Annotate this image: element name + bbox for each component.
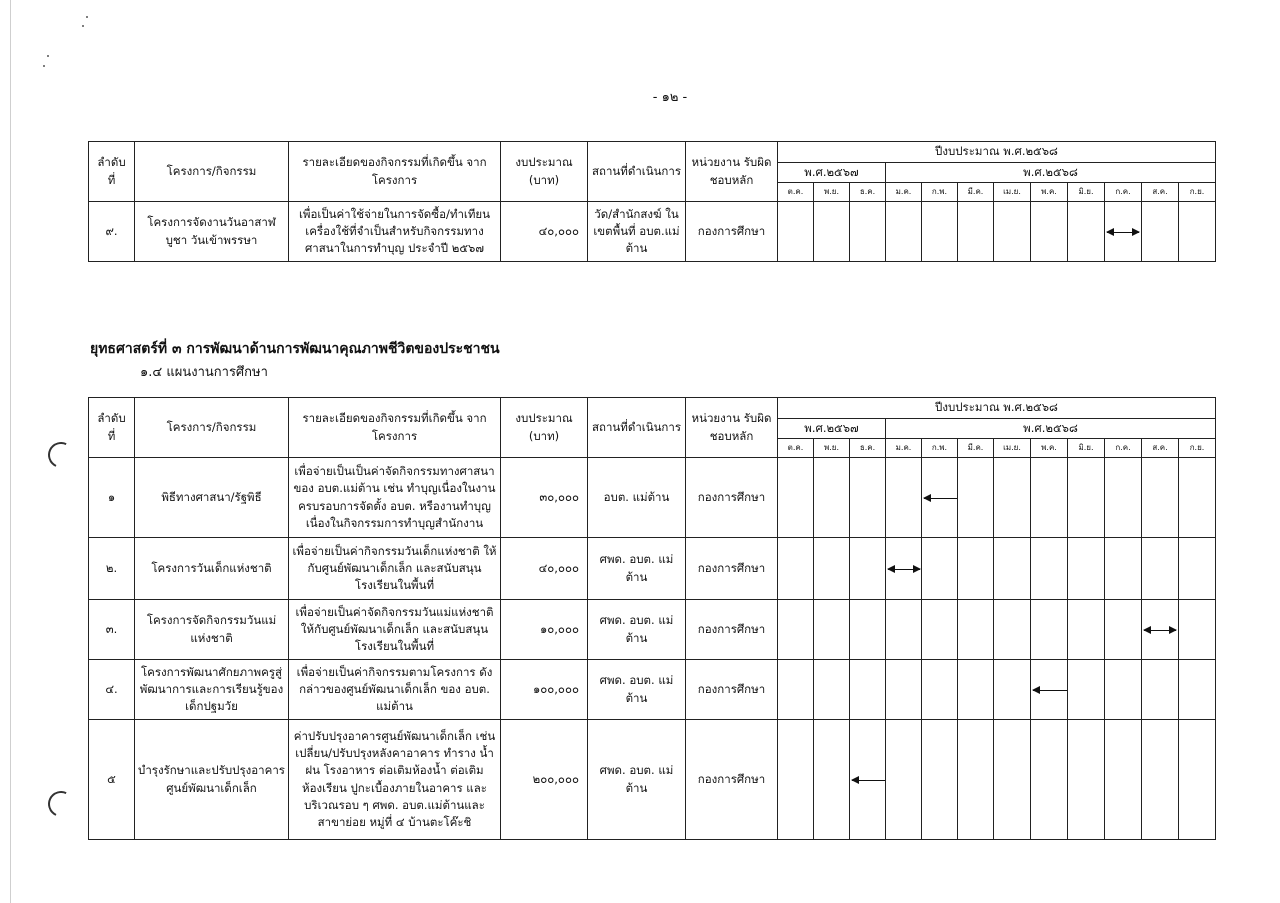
cell-no: ๔. [89,660,135,720]
cell-budget: ๓๐,๐๐๐ [501,458,588,538]
month-cell [1031,720,1068,840]
cell-responsible: กองการศึกษา [686,202,778,262]
month-cell [886,202,922,262]
month-cell [1105,458,1142,538]
header-month: ธ.ค. [850,439,886,458]
header-year-b: พ.ศ.๒๕๖๘ [886,419,1216,439]
header-month: มิ.ย. [1068,183,1105,202]
month-cell [886,458,922,538]
month-cell [1068,202,1105,262]
month-cell [1142,538,1179,600]
month-cell [994,660,1031,720]
month-cell [1105,720,1142,840]
header-month: ธ.ค. [850,183,886,202]
cell-location: ศพด. อบต. แม่ต้าน [588,600,686,660]
month-cell [850,458,886,538]
month-cell [1105,202,1142,262]
cell-detail: เพื่อจ่ายเป็นเป็นค่าจัดกิจกรรมทางศาสนา ของ อบต.แม่ต้าน เช่น ทำบุญเนื่องในงาน ครบรอบการจัดตั้ง อบต. หรืองานทำบุญ เนื่องในกิจกรรมการทำบุญสำนักงาน [289,458,501,538]
cell-location: ศพด. อบต. แม่ต้าน [588,660,686,720]
schedule-arrow [852,780,886,781]
header-month: พ.ย. [814,439,850,458]
header-month: เม.ย. [994,183,1031,202]
header-fiscal-year: ปีงบประมาณ พ.ศ.๒๕๖๘ [778,398,1216,419]
header-detail: รายละเอียดของกิจกรรมที่เกิดขึ้น จากโครงการ [289,142,501,202]
month-cell [1142,720,1179,840]
cell-location: ศพด. อบต. แม่ต้าน [588,538,686,600]
header-month: ก.ค. [1105,439,1142,458]
month-cell [778,600,814,660]
month-cell [1068,660,1105,720]
month-cell [814,660,850,720]
month-cell [1068,600,1105,660]
month-cell [994,458,1031,538]
header-year-a: พ.ศ.๒๕๖๗ [778,163,886,183]
cell-responsible: กองการศึกษา [686,458,778,538]
cell-no: ๙. [89,202,135,262]
table-row [89,202,1216,262]
header-project: โครงการ/กิจกรรม [135,142,289,202]
month-cell [1179,720,1216,840]
month-cell [778,538,814,600]
header-no: ลำดับ ที่ [89,398,135,458]
month-cell [1142,600,1179,660]
strategy-title: ยุทธศาสตร์ที่ ๓ การพัฒนาด้านการพัฒนาคุณภาพชีวิตของประชาชน [90,341,500,357]
month-cell [1105,538,1142,600]
cell-location: อบต. แม่ต้าน [588,458,686,538]
schedule-arrow [1033,690,1068,691]
month-cell [958,600,994,660]
month-cell [994,202,1031,262]
cell-detail: เพื่อจ่ายเป็นค่ากิจกรรมวันเด็กแห่งชาติ ให้กับศูนย์พัฒนาเด็กเล็ก และสนับสนุน โรงเรียนในพื้นที่ [289,538,501,600]
schedule-arrow [888,569,920,570]
month-cell [1031,202,1068,262]
month-cell [886,600,922,660]
cell-location: ศพด. อบต. แม่ต้าน [588,720,686,840]
cell-no: ๕ [89,720,135,840]
header-month: พ.ย. [814,183,850,202]
month-cell [1142,202,1179,262]
month-cell [1179,660,1216,720]
cell-responsible: กองการศึกษา [686,600,778,660]
table-row [89,458,1216,538]
month-cell [1031,458,1068,538]
month-cell [814,202,850,262]
schedule-arrow [924,498,958,499]
month-cell [814,538,850,600]
month-cell [1105,600,1142,660]
month-cell [922,202,958,262]
scan-speck [86,16,88,18]
header-month: พ.ค. [1031,183,1068,202]
month-cell [778,660,814,720]
page-number: - ๑๒ - [652,90,688,105]
cell-project: โครงการวันเด็กแห่งชาติ [135,538,289,600]
cell-no: ๒. [89,538,135,600]
header-month: ม.ค. [886,439,922,458]
header-budget: งบประมาณ (บาท) [501,398,588,458]
plan-table-2 [88,397,1216,840]
header-month: มี.ค. [958,439,994,458]
month-cell [958,458,994,538]
header-month: ส.ค. [1142,439,1179,458]
header-month: มี.ค. [958,183,994,202]
month-cell [1142,458,1179,538]
cell-budget: ๔๐,๐๐๐ [501,202,588,262]
cell-responsible: กองการศึกษา [686,720,778,840]
month-cell [1179,538,1216,600]
header-month: ส.ค. [1142,183,1179,202]
plan-title: ๑.๔ แผนงานการศึกษา [140,365,268,380]
header-month: ก.ค. [1105,183,1142,202]
month-cell [994,720,1031,840]
header-year-a: พ.ศ.๒๕๖๗ [778,419,886,439]
month-cell [1105,660,1142,720]
header-month: ก.พ. [922,183,958,202]
schedule-arrow [1144,630,1176,631]
page-edge-line [10,0,11,903]
header-responsible: หน่วยงาน รับผิดชอบหลัก [686,398,778,458]
header-month: มิ.ย. [1068,439,1105,458]
cell-no: ๑ [89,458,135,538]
header-location: สถานที่ดำเนินการ [588,142,686,202]
month-cell [814,600,850,660]
month-cell [958,202,994,262]
punch-hole-top [44,438,77,471]
month-cell [1068,538,1105,600]
scan-speck [43,65,45,67]
table-row [89,538,1216,600]
month-cell [922,660,958,720]
cell-project: โครงการพัฒนาศักยภาพครูสู่ พัฒนาการและการเรียนรู้ของ เด็กปฐมวัย [135,660,289,720]
month-cell [1179,202,1216,262]
cell-project: โครงการจัดกิจกรรมวันแม่ แห่งชาติ [135,600,289,660]
month-cell [922,720,958,840]
cell-no: ๓. [89,600,135,660]
scan-speck [47,55,49,57]
table-row [89,720,1216,840]
table-row [89,600,1216,660]
punch-hole-bottom [44,787,77,820]
month-cell [1068,458,1105,538]
month-cell [958,720,994,840]
cell-budget: ๑๐,๐๐๐ [501,600,588,660]
header-budget: งบประมาณ (บาท) [501,142,588,202]
schedule-arrow [1107,232,1139,233]
month-cell [814,458,850,538]
month-cell [886,538,922,600]
month-cell [958,660,994,720]
cell-location: วัด/สำนักสงฆ์ ในเขตพื้นที่ อบต.แม่ต้าน [588,202,686,262]
header-no: ลำดับ ที่ [89,142,135,202]
month-cell [886,720,922,840]
month-cell [922,600,958,660]
month-cell [922,538,958,600]
month-cell [1068,720,1105,840]
header-year-b: พ.ศ.๒๕๖๘ [886,163,1216,183]
month-cell [778,720,814,840]
month-cell [994,600,1031,660]
header-month: ต.ค. [778,439,814,458]
cell-responsible: กองการศึกษา [686,660,778,720]
month-cell [1179,458,1216,538]
month-cell [778,202,814,262]
month-cell [1142,660,1179,720]
cell-project: โครงการจัดงานวันอาสาฬบูชา วันเข้าพรรษา [135,202,289,262]
header-month: ก.พ. [922,439,958,458]
month-cell [1031,538,1068,600]
month-cell [886,660,922,720]
table-row [89,660,1216,720]
header-location: สถานที่ดำเนินการ [588,398,686,458]
header-month: เม.ย. [994,439,1031,458]
cell-project: พิธีทางศาสนา/รัฐพิธี [135,458,289,538]
month-cell [1179,600,1216,660]
cell-detail: ค่าปรับปรุงอาคารศูนย์พัฒนาเด็กเล็ก เช่น เปลี่ยน/ปรับปรุงหลังคาอาคาร ทำราง น้ำฝน โรงอาหาร ต่อเติมห้องน้ำ ต่อเติม ห้องเรียน ปูกะเบื้องภายในอาคาร และ บริเวณรอบ ๆ ศพด. อบต.แม่ต้านและ สาขาย่อย หมู่ที่ ๔ บ้านตะโค๊ะชิ [289,720,501,840]
header-month: พ.ค. [1031,439,1068,458]
cell-detail: เพื่อจ่ายเป็นค่าจัดกิจกรรมวันแม่แห่งชาติ ให้กับศูนย์พัฒนาเด็กเล็ก และสนับสนุน โรงเรียนในพื้นที่ [289,600,501,660]
month-cell [922,458,958,538]
plan-table-1 [88,141,1216,262]
cell-responsible: กองการศึกษา [686,538,778,600]
month-cell [814,720,850,840]
header-month: ม.ค. [886,183,922,202]
month-cell [850,600,886,660]
header-fiscal-year: ปีงบประมาณ พ.ศ.๒๕๖๘ [778,142,1216,163]
cell-project: บำรุงรักษาและปรับปรุงอาคาร ศูนย์พัฒนาเด็กเล็ก [135,720,289,840]
month-cell [958,538,994,600]
header-month: ต.ค. [778,183,814,202]
header-detail: รายละเอียดของกิจกรรมที่เกิดขึ้น จากโครงการ [289,398,501,458]
cell-budget: ๑๐๐,๐๐๐ [501,660,588,720]
cell-detail: เพื่อเป็นค่าใช้จ่ายในการจัดซื้อ/ทำเทียน เครื่องใช้ที่จำเป็นสำหรับกิจกรรมทาง ศาสนาในการทำบุญ ประจำปี ๒๕๖๗ [289,202,501,262]
month-cell [850,720,886,840]
cell-detail: เพื่อจ่ายเป็นค่ากิจกรรมตามโครงการ ดังกล่าวของศูนย์พัฒนาเด็กเล็ก ของ อบต. แม่ต้าน [289,660,501,720]
month-cell [850,660,886,720]
header-month: ก.ย. [1179,183,1216,202]
cell-budget: ๒๐๐,๐๐๐ [501,720,588,840]
scan-speck [82,25,84,27]
month-cell [778,458,814,538]
month-cell [1031,660,1068,720]
header-project: โครงการ/กิจกรรม [135,398,289,458]
month-cell [994,538,1031,600]
header-month: ก.ย. [1179,439,1216,458]
month-cell [1031,600,1068,660]
header-responsible: หน่วยงาน รับผิดชอบหลัก [686,142,778,202]
month-cell [850,538,886,600]
cell-budget: ๔๐,๐๐๐ [501,538,588,600]
month-cell [850,202,886,262]
